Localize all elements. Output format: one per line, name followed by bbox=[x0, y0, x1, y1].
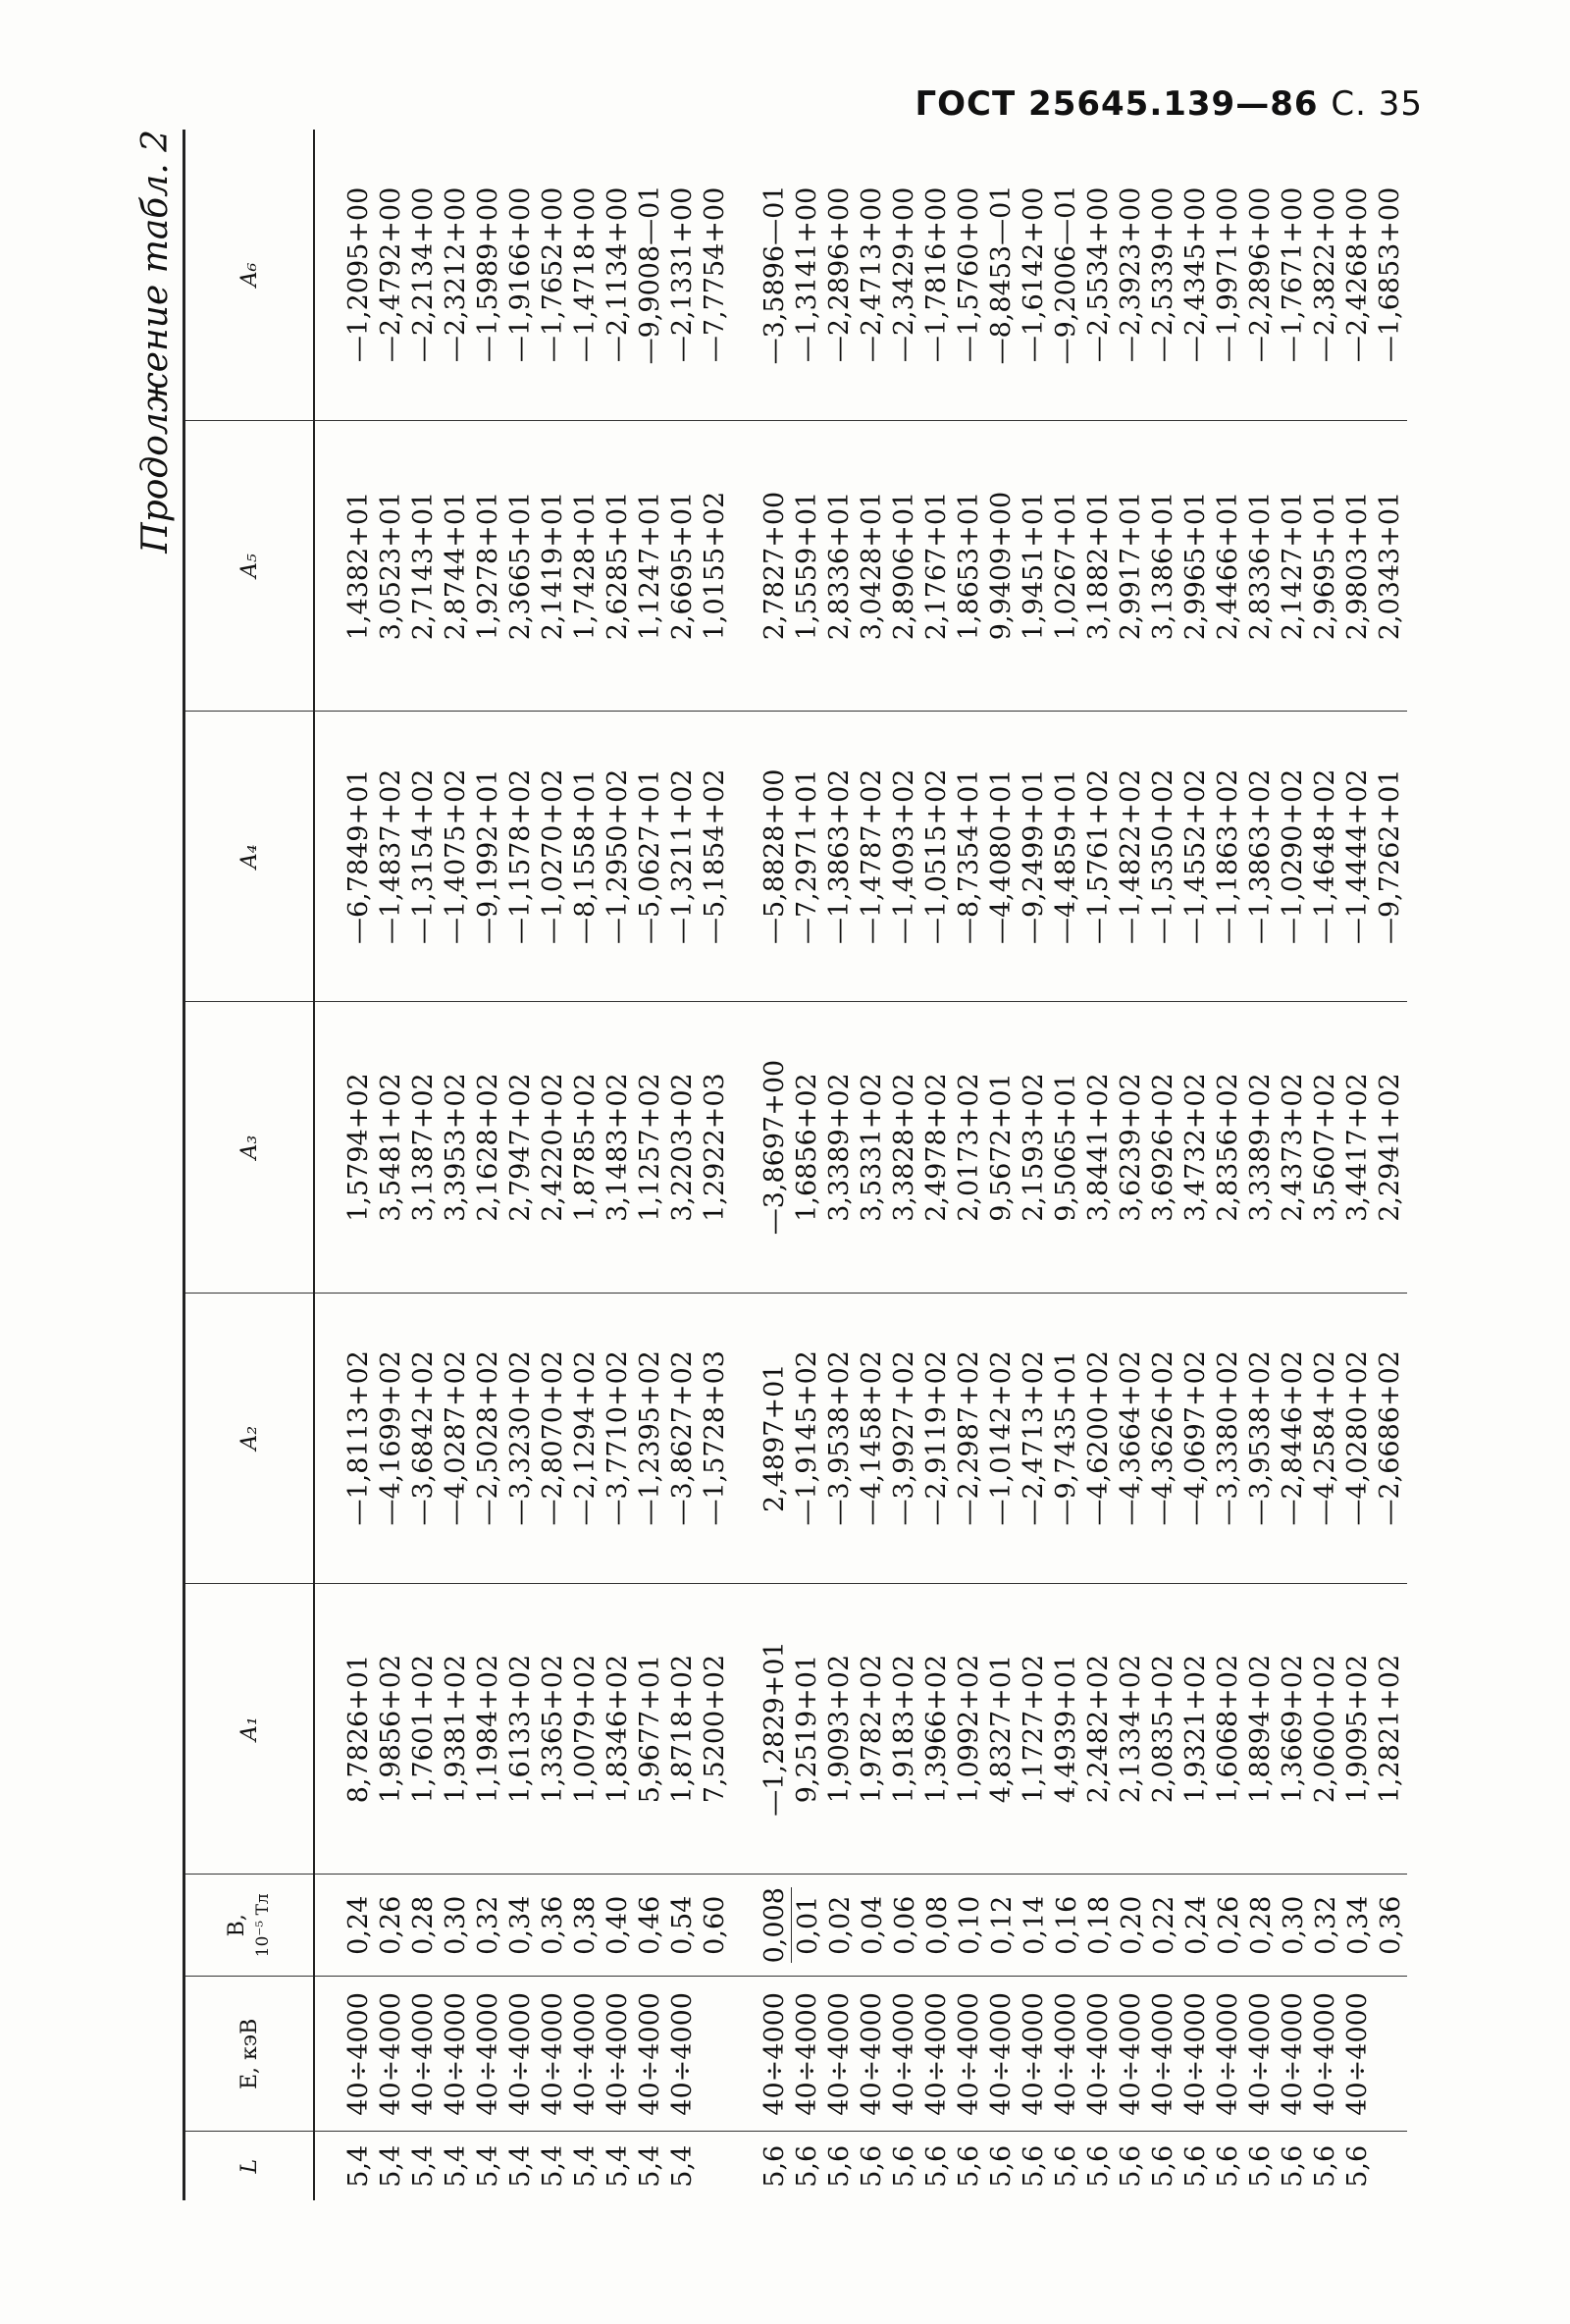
g1-a1-col: 8,7826+01 1,9856+02 1,7601+02 1,9381+02 1,1984+02 1,6133+02 1,3365+02 1,0079+02 1,8346+02 5,9677+01 1,8718+02 7,5200+02 bbox=[342, 1583, 731, 1874]
g1-a6-col: —1,2095+00 —2,4792+00 —2,2134+00 —2,3212+00 —1,5989+00 —1,9166+00 —1,7652+00 —1,4718+00 —2,1134+00 —9,9008—01 —2,1331+00 —7,7754+00 bbox=[343, 185, 730, 365]
g1-a2-col: —1,8113+02 —4,1699+02 —3,6842+02 —4,0287+02 —2,5028+02 —3,3230+02 —2,8070+02 —2,1294+02 —3,7710+02 —1,2395+02 —3,8627+02 —1,5728+03 bbox=[342, 1293, 731, 1583]
g1-e-col: 40÷4000 40÷4000 40÷4000 40÷4000 40÷4000 40÷4000 40÷4000 40÷4000 40÷4000 40÷4000 40÷4000 bbox=[342, 1977, 731, 2132]
g2-l-col: 5,6 5,6 5,6 5,6 5,6 5,6 5,6 5,6 5,6 5,6 5,6 5,6 5,6 5,6 5,6 5,6 5,6 5,6 5,6 bbox=[759, 2132, 1407, 2200]
g2-a4-col: —5,8828+00 —7,2971+01 —1,3863+02 —1,4787+02 —1,4093+02 —1,0515+02 —8,7354+01 —4,4080+01 —9,2499+01 —4,4859+01 —1,5761+02 —1,4822+02 —1,5350+02 —1,4552+02 —1,1863+02 —1,3863+02 —1,0290+02 —1,4648+02 —1,4444+02 —9,7262+01 bbox=[759, 712, 1407, 1002]
table-header-row bbox=[184, 130, 315, 2200]
table-caption: Продолжение табл. 2 bbox=[135, 130, 176, 554]
g2-a5-col: 2,7827+00 1,5559+01 2,8336+01 3,0428+01 2,8906+01 2,1767+01 1,8653+01 9,9409+00 1,9451+01 1,0267+01 3,1882+01 2,9917+01 3,1386+01 2,9965+01 2,4466+01 2,8336+01 2,1427+01 2,9695+01 2,9803+01 2,0343+01 bbox=[759, 420, 1407, 711]
coefficients-table bbox=[183, 130, 1407, 2200]
standard-title: ГОСТ 25645.139—86 bbox=[915, 84, 1319, 124]
header-a5: A₅ bbox=[184, 420, 315, 711]
header-l: L bbox=[184, 2132, 315, 2200]
g2-b-first: 0,008 bbox=[759, 1887, 790, 1964]
group-l-5-4 bbox=[342, 130, 731, 2200]
page-header bbox=[915, 84, 1423, 124]
g2-a3-col: —3,8697+00 1,6856+02 3,3389+02 3,5331+02 3,3828+02 2,4978+02 2,0173+02 9,5672+01 2,1593+02 9,5065+01 3,8441+02 3,6239+02 3,6926+02 3,4732+02 2,8356+02 3,3389+02 2,4373+02 3,5607+02 3,4417+02 2,2941+02 bbox=[759, 1002, 1407, 1293]
group-l-5-6 bbox=[759, 130, 1407, 2200]
g2-a6-col: —3,5896—01 —1,3141+00 —2,2896+00 —2,4713+00 —2,3429+00 —1,7816+00 —1,5760+00 —8,8453—01 —1,6142+00 —9,2006—01 —2,5534+00 —2,3923+00 —2,5339+00 —2,4345+00 —1,9971+00 —2,2896+00 —1,7671+00 —2,3822+00 —2,4268+00 —1,6853+00 bbox=[759, 185, 1405, 365]
header-e: E, кэВ bbox=[184, 1977, 315, 2132]
g1-a4-col: —6,7849+01 —1,4837+02 —1,3154+02 —1,4075+02 —9,1992+01 —1,1578+02 —1,0270+02 —8,1558+01 —1,2950+02 —5,0627+01 —1,3211+02 —5,1854+02 bbox=[342, 712, 731, 1002]
header-b bbox=[184, 1875, 315, 1977]
g1-a5-col: 1,4382+01 3,0523+01 2,7143+01 2,8744+01 1,9278+01 2,3665+01 2,1419+01 1,7428+01 2,6285+01 1,1247+01 2,6695+01 1,0155+02 bbox=[342, 420, 731, 711]
g2-e-col: 40÷4000 40÷4000 40÷4000 40÷4000 40÷4000 40÷4000 40÷4000 40÷4000 40÷4000 40÷4000 40÷4000 40÷4000 40÷4000 40÷4000 40÷4000 40÷4000 40÷4000 40÷4000 40÷4000 bbox=[759, 1977, 1407, 2132]
page-number: С. 35 bbox=[1331, 84, 1423, 124]
header-a1: A₁ bbox=[184, 1583, 315, 1874]
g2-a1-col: —1,2829+01 9,2519+01 1,9093+02 1,9782+02 1,9183+02 1,3966+02 1,0992+02 4,8327+01 1,1727+02 4,4939+01 2,2482+02 2,1334+02 2,0835+02 1,9321+02 1,6068+02 1,8894+02 1,3669+02 2,0600+02 1,9095+02 1,2821+02 bbox=[759, 1583, 1407, 1874]
g2-b-col bbox=[759, 1875, 1407, 1977]
g2-b-values: 0,01 0,02 0,04 0,06 0,08 0,10 0,12 0,14 0,16 0,18 0,20 0,22 0,24 0,26 0,28 0,30 0,32 0,34 0,36 bbox=[793, 1895, 1406, 1955]
header-a4: A₄ bbox=[184, 712, 315, 1002]
header-b-unit: 10⁻⁵ Тл bbox=[253, 1893, 273, 1958]
g1-a3-col: 1,5794+02 3,5481+02 3,1387+02 3,3953+02 2,1628+02 2,7947+02 2,4220+02 1,8785+02 3,1483+02 1,1257+02 3,2203+02 1,2922+03 bbox=[342, 1002, 731, 1293]
header-a2: A₂ bbox=[184, 1293, 315, 1583]
header-b-symbol: B, bbox=[225, 1914, 249, 1937]
rotated-table-block bbox=[128, 130, 1442, 2200]
g1-l-col: 5,4 5,4 5,4 5,4 5,4 5,4 5,4 5,4 5,4 5,4 5,4 bbox=[342, 2132, 731, 2200]
header-a3: A₃ bbox=[184, 1002, 315, 1293]
g1-b-col: 0,24 0,26 0,28 0,30 0,32 0,34 0,36 0,38 0,40 0,46 0,54 0,60 bbox=[342, 1875, 731, 1977]
header-a6: A₆ bbox=[184, 130, 315, 420]
g2-a2-col: 2,4897+01 —1,9145+02 —3,9538+02 —4,1458+02 —3,9927+02 —2,9119+02 —2,2987+02 —1,0142+02 —2,4713+02 —9,7435+01 —4,6200+02 —4,3664+02 —4,3626+02 —4,0697+02 —3,3380+02 —3,9538+02 —2,8446+02 —4,2584+02 —4,0280+02 —2,6686+02 bbox=[759, 1293, 1407, 1583]
